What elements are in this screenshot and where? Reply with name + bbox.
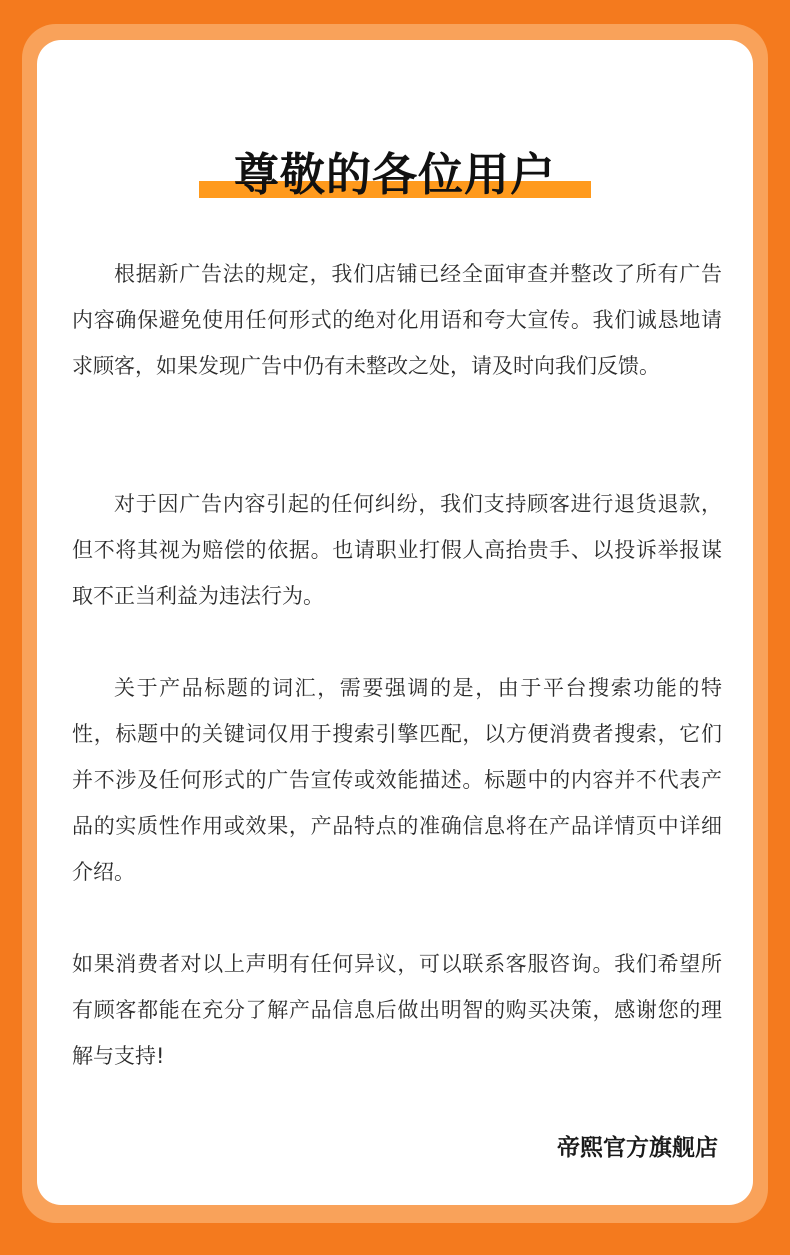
notice-card [37,40,753,1205]
title-block [37,145,753,209]
paragraph-disputes: 对于因广告内容引起的任何纠纷，我们支持顾客进行退货退款，但不将其视为赔偿的依据。也请职业打假人高抬贵手、以投诉举报谋取不正当利益为违法行为。 [72,492,722,608]
paragraph-closing: 如果消费者对以上声明有任何异议，可以联系客服咨询。我们希望所有顾客都能在充分了解产品信息后做出明智的购买决策，感谢您的理解与支持! [72,952,722,1068]
store-signature: 帝熙官方旗舰店 [557,1135,718,1161]
paragraph-title-keywords: 关于产品标题的词汇，需要强调的是，由于平台搜索功能的特性，标题中的关键词仅用于搜索引擎匹配，以方便消费者搜索，它们并不涉及任何形式的广告宣传或效能描述。标题中的内容并不代表产品的实质性作用或效果，产品特点的准确信息将在产品详情页中详细介绍。 [72,676,722,884]
paragraph-ad-law: 根据新广告法的规定，我们店铺已经全面审查并整改了所有广告内容确保避免使用任何形式的绝对化用语和夸大宣传。我们诚恳地请求顾客，如果发现广告中仍有未整改之处，请及时向我们反馈。 [72,262,722,378]
notice-title: 尊敬的各位用户 [233,148,556,201]
